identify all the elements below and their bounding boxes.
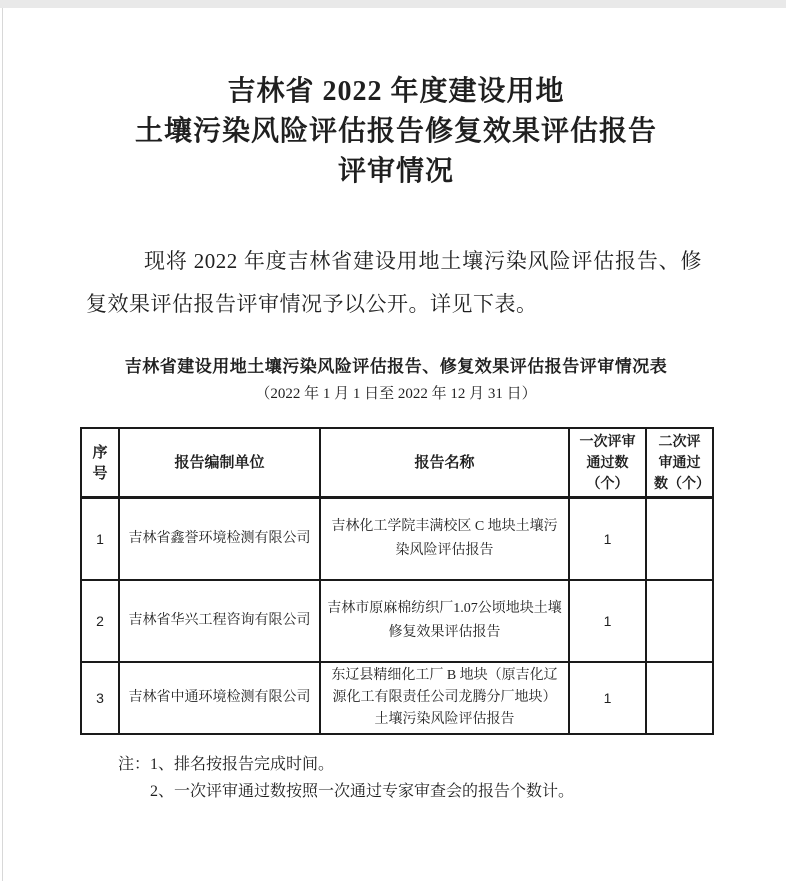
- table-row: [81, 580, 713, 662]
- page-left-edge: [2, 8, 3, 881]
- note-line-1: [118, 751, 712, 778]
- cell-second-pass: [646, 580, 713, 662]
- note-line-2: [118, 778, 712, 805]
- review-table: [80, 427, 714, 735]
- title-line-2: 土壤污染风险评估报告修复效果评估报告: [134, 116, 657, 147]
- table-period: （2022 年 1 月 1 日至 2022 年 12 月 31 日）: [255, 386, 537, 402]
- cell-second-pass: [646, 662, 713, 734]
- header-report-name: 报告名称: [320, 428, 569, 498]
- notes: [118, 751, 712, 805]
- cell-second-pass: [646, 498, 713, 581]
- cell-first-pass: 1: [569, 498, 646, 581]
- cell-report-name: 吉林市原麻棉纺织厂1.07公顷地块土壤修复效果评估报告: [320, 580, 569, 662]
- intro-paragraph: 现将 2022 年度吉林省建设用地土壤污染风险评估报告、修复效果评估报告评审情况予以公开。详见下表。: [86, 249, 702, 316]
- header-second-pass: 二次评审通过数（个）: [646, 428, 713, 498]
- table-row: [81, 662, 713, 734]
- table-header-row: [81, 428, 713, 498]
- cell-seq: 3: [81, 662, 119, 734]
- cell-unit: 吉林省中通环境检测有限公司: [119, 662, 320, 734]
- title-line-3: 评审情况: [337, 156, 454, 187]
- cell-report-name: 吉林化工学院丰满校区 C 地块土壤污染风险评估报告: [320, 498, 569, 581]
- cell-seq: 2: [81, 580, 119, 662]
- table-row: [81, 498, 713, 581]
- note-text: 1、排名按报告完成时间。: [150, 756, 335, 773]
- notes-label: 注：: [118, 756, 151, 773]
- page-title: [80, 72, 712, 192]
- header-seq: 序号: [81, 428, 119, 498]
- cell-first-pass: 1: [569, 580, 646, 662]
- cell-unit: 吉林省鑫誉环境检测有限公司: [119, 498, 320, 581]
- cell-unit: 吉林省华兴工程咨询有限公司: [119, 580, 320, 662]
- header-first-pass: 一次评审通过数（个）: [569, 428, 646, 498]
- document-content: [80, 0, 712, 805]
- header-unit: 报告编制单位: [119, 428, 320, 498]
- cell-first-pass: 1: [569, 662, 646, 734]
- table-caption: 吉林省建设用地土壤污染风险评估报告、修复效果评估报告评审情况表: [124, 357, 668, 376]
- title-line-1: 吉林省 2022 年度建设用地: [227, 76, 565, 107]
- note-text: 2、一次评审通过数按照一次通过专家审查会的报告个数计。: [150, 783, 575, 800]
- cell-seq: 1: [81, 498, 119, 581]
- cell-report-name: 东辽县精细化工厂 B 地块（原吉化辽源化工有限责任公司龙腾分厂地块）土壤污染风险评估报告: [320, 662, 569, 734]
